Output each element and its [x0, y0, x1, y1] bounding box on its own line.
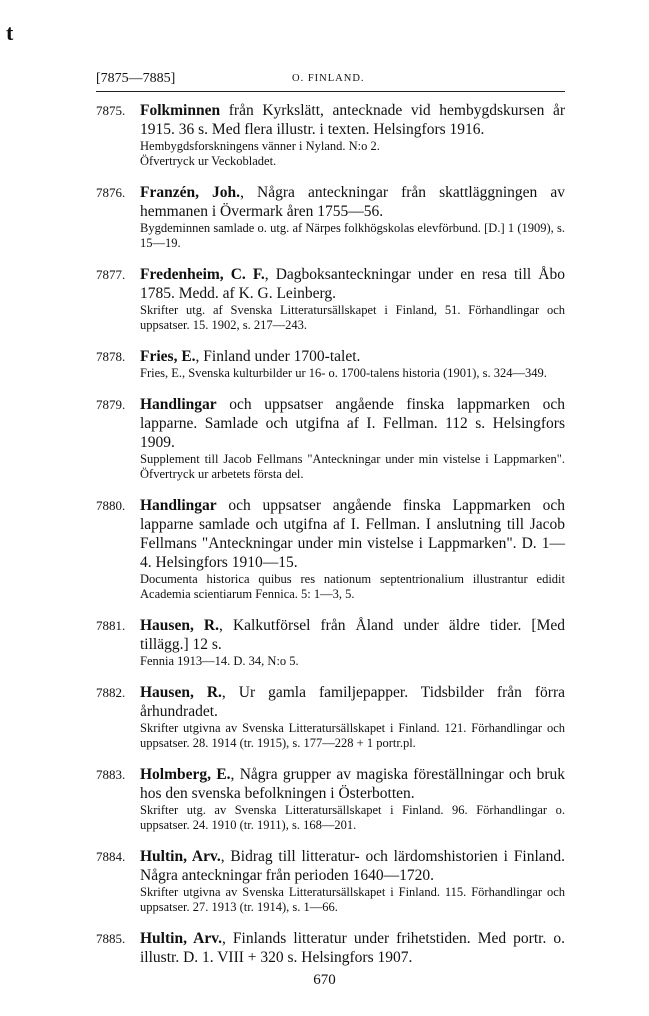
entry-citation [140, 929, 565, 967]
entry-note: Skrifter utgivna av Svenska Litteratursällskapet i Finland. 115. Förhandlingar och uppsatser. 27. 1913 (tr. 1914), s. 1—66. [140, 885, 565, 914]
entry-title: , Finland under 1700-talet. [195, 348, 361, 365]
bibliography-entry [96, 101, 565, 169]
bibliography-entry [96, 347, 565, 381]
entry-title: och uppsatser angående finska Lappmarken och lapparne samlade och utgifna af I. Fellman. I anslutning till Jacob Fellmans "Anteckningar under min vistelse i Lappmarken". D. 1—4. Helsingfors 1910—15. [140, 497, 565, 571]
entry-author: Handlingar [140, 396, 217, 413]
entry-title: från Kyrkslätt, antecknade vid hembygdskursen år 1915. 36 s. Med flera illustr. i texten. Helsingfors 1916. [140, 102, 565, 138]
entry-number: 7880. [96, 498, 126, 513]
entry-note: Skrifter utg. af Svenska Litteratursällskapet i Finland, 51. Förhandlingar och uppsatser. 15. 1902, s. 217—243. [140, 303, 565, 332]
bibliography-entry [96, 616, 565, 669]
header-section-title: O. FINLAND. [292, 73, 365, 84]
entry-note: Hembygdsforskningens vänner i Nyland. N:o 2. [140, 139, 380, 153]
corner-mark: t [6, 20, 14, 45]
entry-citation [140, 616, 565, 654]
entry-number: 7884. [96, 849, 126, 864]
bibliography-entry [96, 683, 565, 751]
entry-author: Folkminnen [140, 102, 221, 119]
page-number: 670 [313, 972, 336, 988]
entry-number: 7881. [96, 618, 126, 633]
entry-title: , Bidrag till litteratur- och lärdomshistorien i Finland. Några anteckningar från perioden 1640—1720. [140, 848, 566, 884]
entry-note: Fries, E., Svenska kulturbilder ur 16- o. 1700-talens historia (1901), s. 324—349. [140, 366, 547, 380]
bibliography-entry [96, 265, 565, 333]
bibliography-entry [96, 395, 565, 482]
entry-number: 7883. [96, 767, 126, 782]
entry-number: 7882. [96, 685, 126, 700]
entry-note: Skrifter utgivna av Svenska Litteratursällskapet i Finland. 121. Förhandlingar och uppsatser. 28. 1914 (tr. 1915), s. 177—228 + 1 portr.pl. [140, 721, 565, 750]
entry-citation [140, 765, 565, 803]
entry-citation [140, 101, 565, 139]
entry-citation [140, 496, 565, 572]
entry-title: , Kalkutförsel från Åland under äldre tider. [Med tillägg.] 12 s. [140, 617, 565, 653]
entry-citation [140, 347, 565, 366]
entry-title: , Några anteckningar från skattläggningen av hemmanen i Övermark åren 1755—56. [140, 184, 566, 220]
entry-author: Hultin, Arv. [140, 930, 222, 947]
entry-citation [140, 683, 565, 721]
entry-title: , Några grupper av magiska föreställningar och bruk hos den svenska befolkningen i Österbotten. [140, 766, 565, 802]
entry-number: 7877. [96, 267, 126, 282]
entry-author: Holmberg, E. [140, 766, 231, 783]
entry-note: Öfvertryck ur Veckobladet. [140, 154, 277, 168]
bibliography-entry [96, 847, 565, 915]
entry-title: och uppsatser angående finska lappmarken och lapparne. Samlade och utgifna af I. Fellman. 112 s. Helsingfors 1909. [140, 396, 565, 451]
entry-number: 7885. [96, 931, 126, 946]
header-entry-range: [7875—7885] [96, 71, 176, 86]
bibliography-entry [96, 765, 565, 833]
header-rule [96, 91, 565, 92]
entry-number: 7876. [96, 185, 126, 200]
entry-note: Supplement till Jacob Fellmans "Anteckningar under min vistelse i Lappmarken". Öfvertryck ur arbetets första del. [140, 452, 565, 481]
entry-author: Fredenheim, C. F. [140, 266, 265, 283]
entry-author: Handlingar [140, 497, 217, 514]
entry-number: 7875. [96, 103, 126, 118]
entry-title: , Dagboksanteckningar under en resa till Åbo 1785. Medd. af K. G. Leinberg. [140, 266, 565, 302]
bibliography-entry [96, 183, 565, 251]
entry-citation [140, 183, 565, 221]
entry-note: Skrifter utg. av Svenska Litteratursällskapet i Finland. 96. Förhandlingar o. uppsatser. 24. 1910 (tr. 1911), s. 168—201. [140, 803, 565, 832]
entry-note: Documenta historica quibus res nationum septentrionalium illustrantur edidit Academia scientiarum Fennica. 5: 1—3, 5. [140, 572, 565, 601]
entry-author: Hultin, Arv. [140, 848, 221, 865]
running-header [96, 71, 565, 87]
entry-note: Fennia 1913—14. D. 34, N:o 5. [140, 654, 299, 668]
entry-author: Hausen, R. [140, 684, 222, 701]
entry-title: , Ur gamla familjepapper. Tidsbilder från förra århundradet. [140, 684, 565, 720]
entry-author: Fries, E. [140, 348, 196, 365]
bibliography-entry [96, 496, 565, 602]
entry-author: Hausen, R. [140, 617, 219, 634]
entry-citation [140, 265, 565, 303]
entry-note: Bygdeminnen samlade o. utg. af Närpes folkhögskolas elevförbund. [D.] 1 (1909), s. 15—19. [140, 221, 565, 250]
bibliography-entry [96, 929, 565, 967]
entry-author: Franzén, Joh. [140, 184, 241, 201]
entry-number: 7879. [96, 397, 126, 412]
entry-citation [140, 847, 565, 885]
entry-title: , Finlands litteratur under frihetstiden. Med portr. o. illustr. D. 1. VIII + 320 s. Helsingfors 1907. [140, 930, 566, 966]
bibliography-list [96, 101, 565, 981]
entry-citation [140, 395, 565, 452]
entry-number: 7878. [96, 349, 126, 364]
